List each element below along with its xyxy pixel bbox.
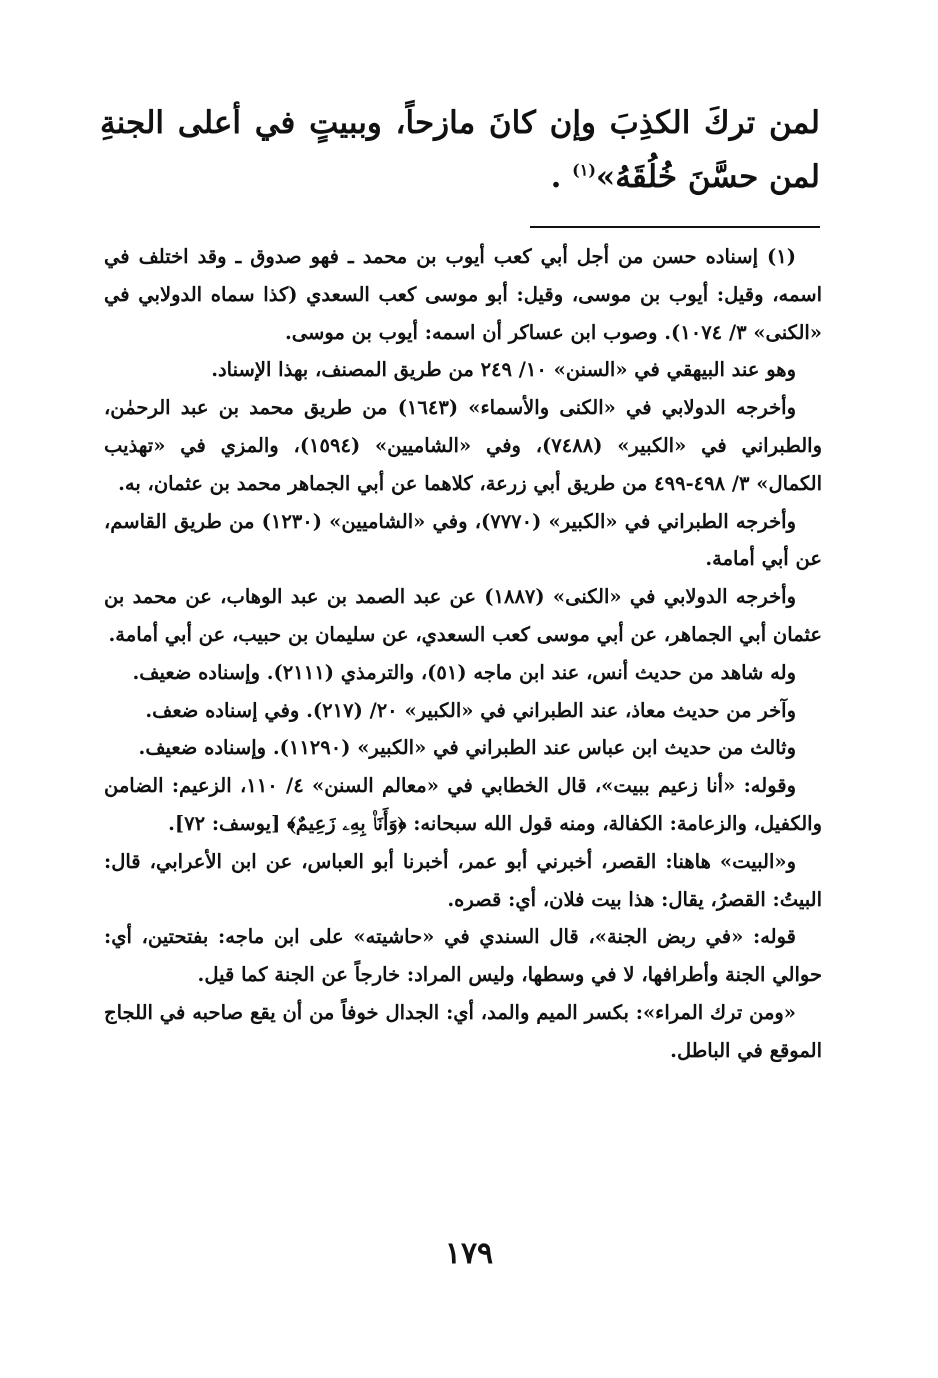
footnote-paragraph: وله شاهد من حديث أنس، عند ابن ماجه (٥١)، والترمذي (٢١١١). وإسناده ضعيف. xyxy=(132,660,796,684)
main-text-block xyxy=(100,96,820,204)
footnote-paragraph: وثالث من حديث ابن عباس عند الطبراني في «الكبير» (١١٢٩٠). وإسناده ضعيف. xyxy=(138,736,796,760)
footnote-paragraph: قوله: «في ربض الجنة»، قال السندي في «حاشيته» على ابن ماجه: بفتحتين، أي: حوالي الجنة وأطرافها، لا في وسطها، وليس المراد: خارجاً عن الجنة كما قيل. xyxy=(104,925,822,987)
footnote-paragraph: وقوله: «أنا زعيم ببيت»، قال الخطابي في «معالم السنن» ٤/ ١١٠، الزعيم: الضامن والكفيل، والزعامة: الكفالة، ومنه قول الله سبحانه: ﴿وَأَنَا۠ بِهِۦ زَعِيمٌ﴾ [يوسف: ٧٢]. xyxy=(104,774,822,835)
footnote-paragraph: وأخرجه الطبراني في «الكبير» (٧٧٧٠)، وفي «الشاميين» (١٢٣٠) من طريق القاسم، عن أبي أمامة. xyxy=(104,509,822,571)
footnote-separator xyxy=(530,226,820,228)
footnote-paragraph: وهو عند البيهقي في «السنن» ١٠/ ٢٤٩ من طريق المصنف، بهذا الإسناد. xyxy=(211,358,796,382)
footnote-paragraph: وأخرجه الدولابي في «الكنى والأسماء» (١٦٤٣) من طريق محمد بن عبد الرحمٰن، والطبراني في «الكبير» (٧٤٨٨)، وفي «الشاميين» (١٥٩٤)، والمزي في «تهذيب الكمال» ٣/ ٤٩٨-٤٩٩ من طريق أبي زرعة، كلاهما عن أبي الجماهر محمد بن عثمان، به. xyxy=(104,396,822,495)
page-number: ١٧٩ xyxy=(444,1236,494,1271)
footnotes-block xyxy=(104,238,822,1070)
footnote-paragraph: وأخرجه الدولابي في «الكنى» (١٨٨٧) عن عبد الصمد بن عبد الوهاب، عن محمد بن عثمان أبي الجماهر، عن أبي موسى كعب السعدي، عن سليمان بن حبيب، عن أبي أمامة. xyxy=(104,585,822,646)
footnote-paragraph: «ومن ترك المراء»: بكسر الميم والمد، أي: الجدال خوفاً من أن يقع صاحبه في اللجاج الموقع في الباطل. xyxy=(104,1000,822,1062)
footnote-paragraph: و«البيت» هاهنا: القصر، أخبرني أبو عمر، أخبرنا أبو العباس، عن ابن الأعرابي، قال: البيتُ: القصرُ، يقال: هذا بيت فلان، أي: قصره. xyxy=(104,849,822,911)
main-text-body: لمن تركَ الكذِبَ وإن كانَ مازحاً، وببيتٍ في أعلى الجنةِ لمن حسَّنَ خُلُقَهُ» xyxy=(100,105,820,195)
main-text-end: . xyxy=(550,159,562,195)
footnote-paragraph: (١) إسناده حسن من أجل أبي كعب أيوب بن محمد ـ فهو صدوق ـ وقد اختلف في اسمه، وقيل: أيوب بن موسى، وقيل: أبو موسى كعب السعدي (كذا سماه الدولابي في «الكنى» ٣/ ١٠٧٤). وصوب ابن عساكر أن اسمه: أيوب بن موسى. xyxy=(104,245,822,344)
footnote-paragraph: وآخر من حديث معاذ، عند الطبراني في «الكبير» ٢٠/ (٢١٧). وفي إسناده ضعف. xyxy=(145,698,796,722)
footnote-marker: (١) xyxy=(572,160,596,180)
